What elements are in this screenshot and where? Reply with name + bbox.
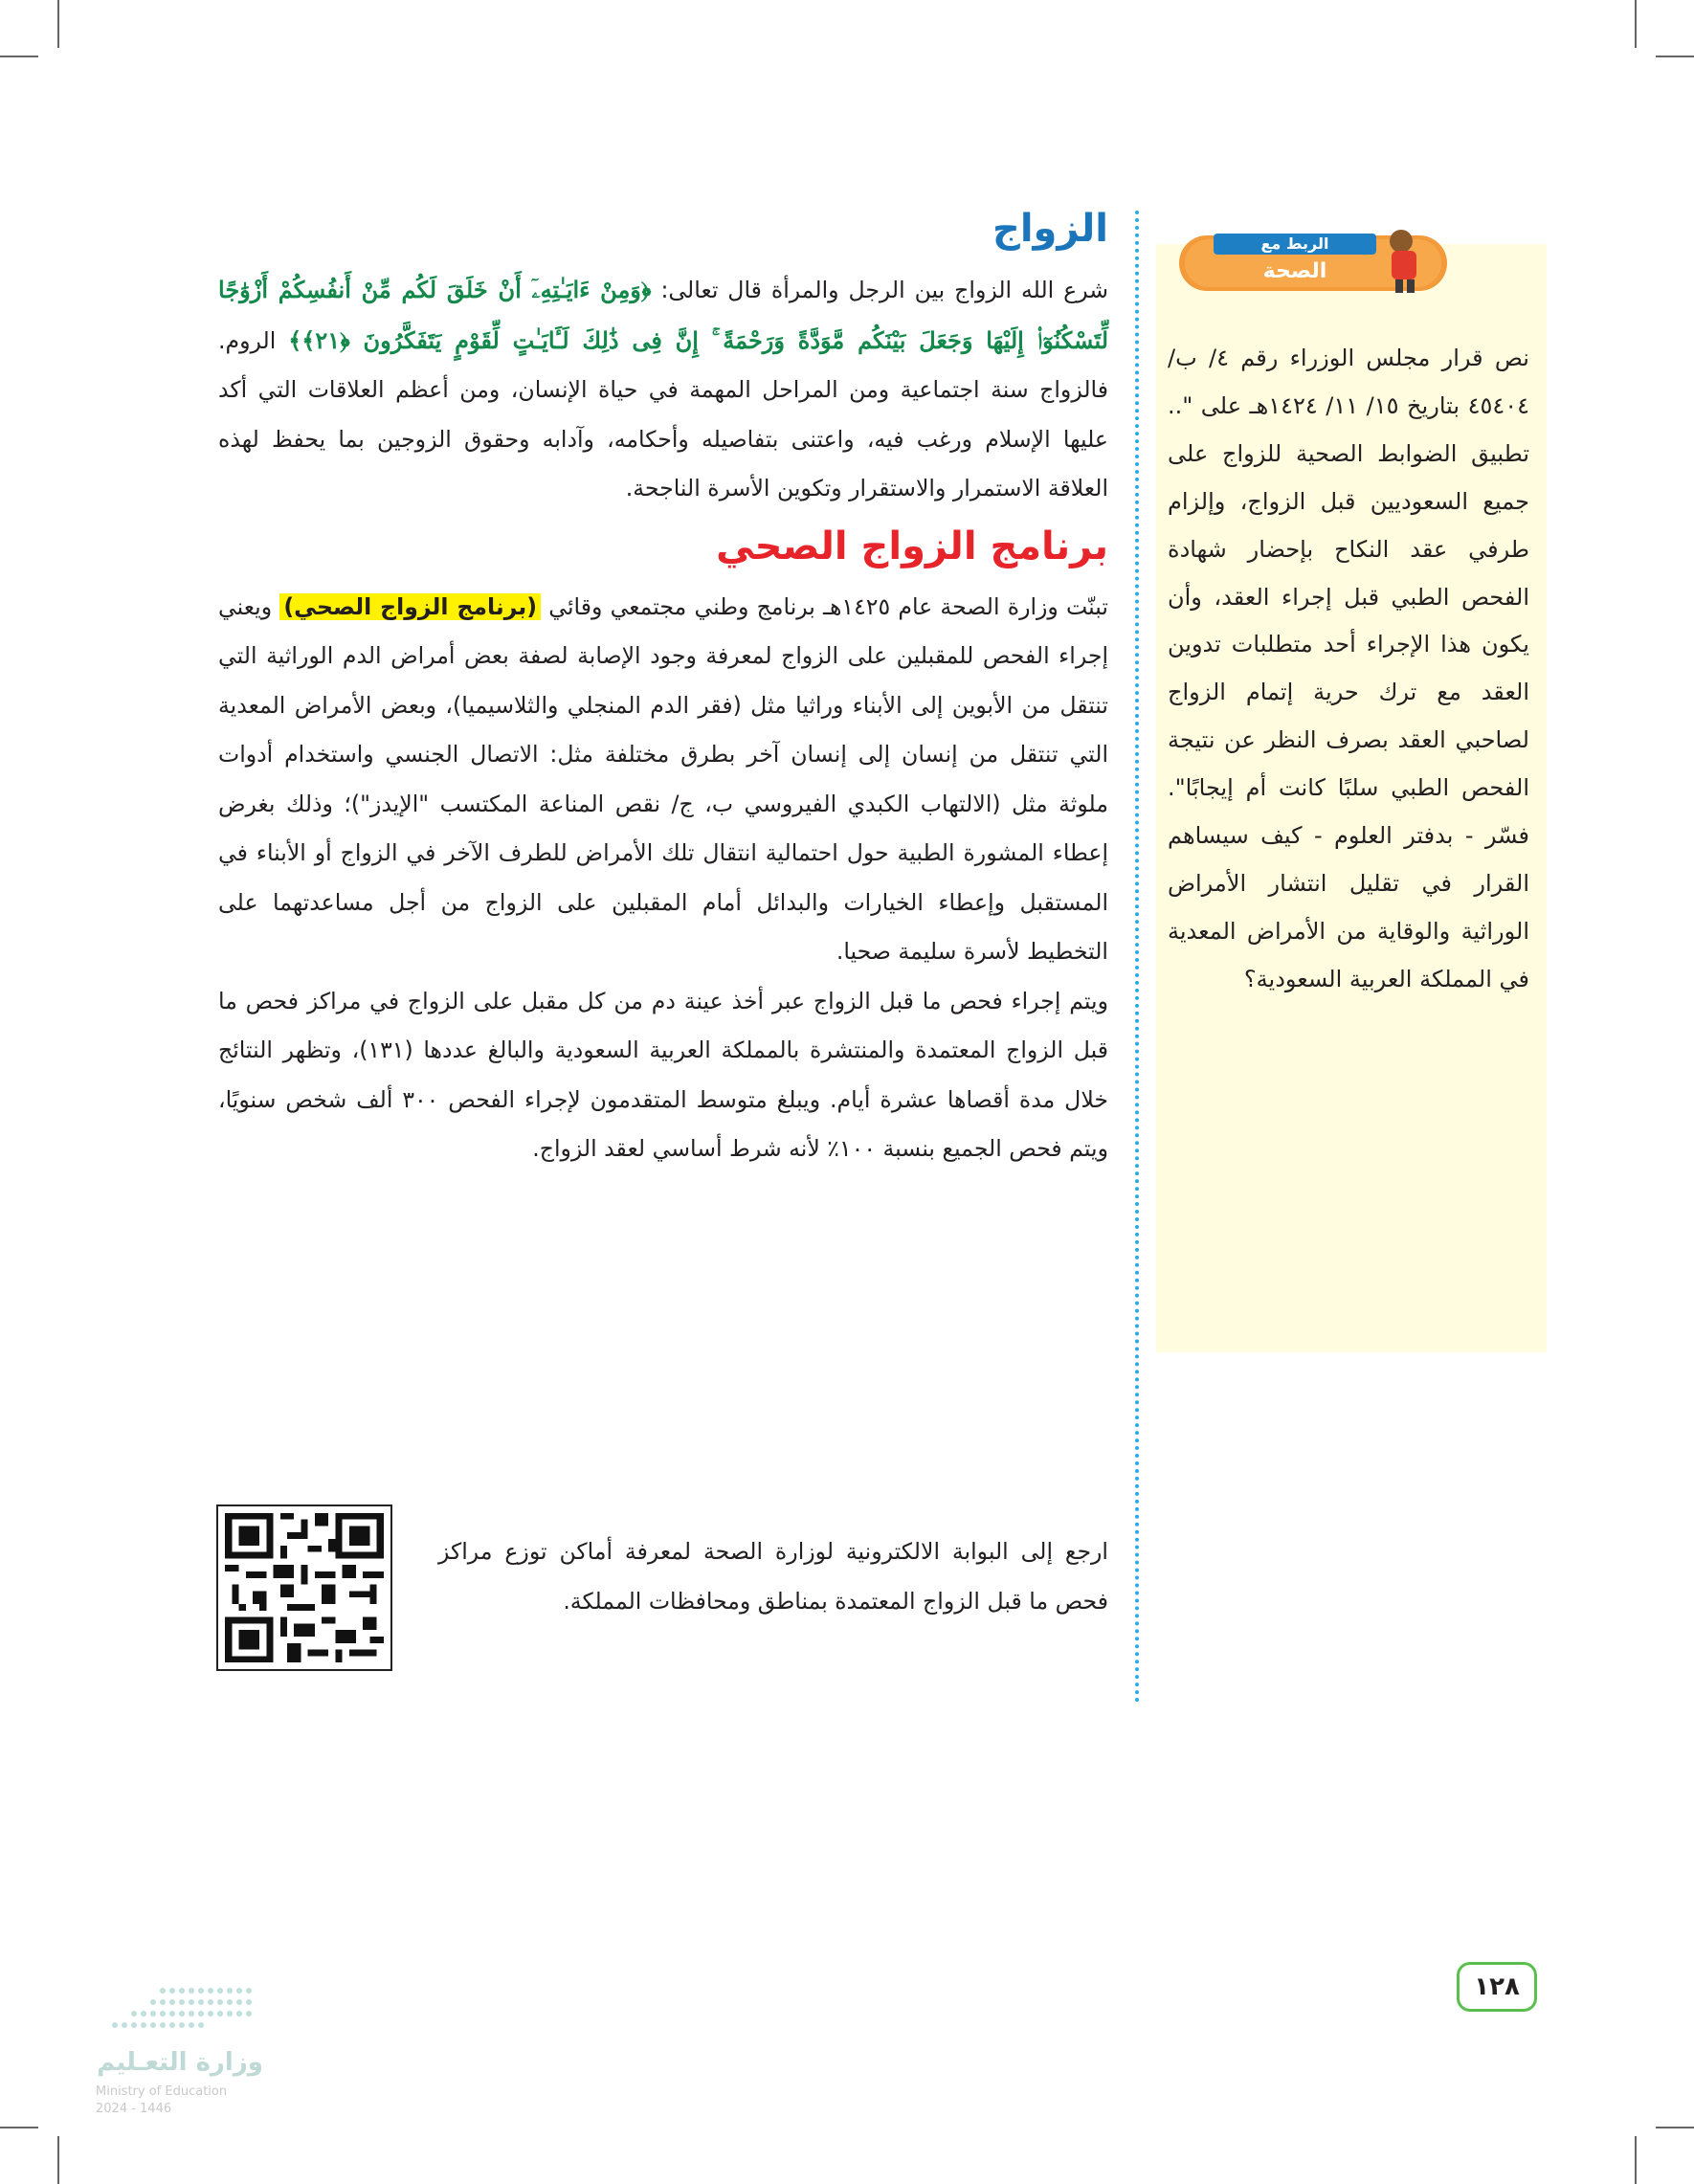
health-link-banner	[1175, 228, 1453, 297]
person-icon	[1390, 230, 1413, 253]
ministry-name-en: Ministry of Education	[96, 2084, 228, 2099]
logo-dots-icon	[96, 1983, 264, 2044]
paragraph-screening: ويتم إجراء فحص ما قبل الزواج عبر أخذ عينة دم من كل مقبل على الزواج في مراكز فحص ما قبل الزواج المعتمدة والمنتشرة بالمملكة العربية السعودية والبالغ عددها (١٣١)، وتظهر النتائج خلال مدة أقصاها عشرة أيام. ويبلغ متوسط المتقدمون لإجراء الفحص ٣٠٠ ألف شخص سنويًا، ويتم فحص الجميع بنسبة ١٠٠٪ لأنه شرط أساسي لعقد الزواج.	[218, 987, 1109, 1162]
main-column	[218, 206, 1108, 1174]
quran-verse: ﴿وَمِنْ ءَايَـٰتِهِۦٓ أَنْ خَلَقَ لَكُم مِّنْ أَنفُسِكُمْ أَزْوَٰجًا لِّتَسْكُنُوٓا۟ إِلَيْهَا وَجَعَلَ بَيْنَكُم مَّوَدَّةً وَرَحْمَةً ۚ إِنَّ فِى ذَٰلِكَ لَـَٔايَـٰتٍ لِّقَوْمٍ يَتَفَكَّرُونَ ﴿٢١﴾﴾	[218, 276, 1109, 354]
banner-label-bottom: الصحة	[1262, 259, 1327, 283]
program-details: ويعني إجراء الفحص للمقبلين على الزواج لمعرفة وجود الإصابة لصفة بعض أمراض الدم الوراثية التي تنتقل من الأبوين إلى الأبناء وراثيا مثل (فقر الدم المنجلي والثلاسيميا)، وبعض الأمراض المعدية التي تنتقل من إنسان إلى إنسان آخر بطرق مختلفة مثل: الاتصال الجنسي واستخدام أدوات ملوثة مثل (الالتهاب الكبدي الفيروسي ب، ج/ نقص المناعة المكتسب "الإيدز")؛ وذلك بغرض إعطاء المشورة الطبية حول احتمالية انتقال تلك الأمراض للطرف الآخر في الزواج أو الأبناء في المستقبل وإعطاء الخيارات والبدائل أمام المقبلين على الزواج من أجل مساعدتهما على التخطيط لأسرة سليمة صحيا.	[218, 592, 1108, 965]
paragraph-marriage	[218, 265, 1108, 514]
heading-marriage: الزواج	[992, 207, 1108, 251]
crop-mark	[57, 0, 59, 48]
sidebar-text: نص قرار مجلس الوزراء رقم ٤/ ب/ ٤٥٤٠٤ بتاريخ ١٥/ ١١/ ١٤٢٤هـ على ".. تطبيق الضوابط الصحية للزواج على جميع السعوديين قبل الزواج، وإلزام طرفي عقد النكاح بإحضار شهادة الفحص الطبي قبل إجراء العقد، وأن يكون هذا الإجراء أحد متطلبات تدوين العقد مع ترك حرية إتمام الزواج لصاحبي العقد بصرف النظر عن نتيجة الفحص الطبي سلبًا كانت أم إيجابًا". فسّر - بدفتر العلوم - كيف سيساهم القرار في تقليل انتشار الأمراض الوراثية والوقاية من الأمراض المعدية في المملكة العربية السعودية؟	[1168, 345, 1530, 992]
program-intro: تبنّت وزارة الصحة عام ١٤٢٥هـ برنامج وطني مجتمعي وقائي	[541, 592, 1108, 620]
paragraph-portal-reference	[438, 1527, 1108, 1626]
crop-mark	[0, 2127, 38, 2128]
ministry-name-ar: وزارة التعـليم	[97, 2048, 263, 2077]
crop-mark	[57, 2136, 59, 2184]
qr-code[interactable]	[216, 1504, 392, 1671]
ministry-logo	[96, 1983, 316, 2117]
crop-mark	[1635, 2136, 1637, 2184]
ministry-year: 2024 - 1446	[96, 2102, 172, 2116]
banner-label-top: الربط مع	[1260, 234, 1329, 253]
page-number: ١٢٨	[1457, 1962, 1537, 2012]
paragraph-intro: شرع الله الزواج بين الرجل والمرأة قال تعالى:	[651, 277, 1108, 303]
paragraph-rest: الروم. فالزواج سنة اجتماعية ومن المراحل المهمة في حياة الإنسان، ومن أعظم العلاقات التي أكد عليها الإسلام ورغب فيه، واعتنى بتفاصيله وأحكامه، وآدابه وحقوق الزوجين بما يحفظ لهذه العلاقة الاستمرار والاستقرار وتكوين الأسرة الناجحة.	[218, 326, 1108, 501]
crop-mark	[0, 56, 38, 57]
paragraph-portal: ارجع إلى البوابة الالكترونية لوزارة الصحة لمعرفة أماكن توزع مراكز فحص ما قبل الزواج المعتمدة بمناطق ومحافظات المملكة.	[438, 1538, 1108, 1615]
column-divider	[1135, 211, 1139, 1704]
crop-mark	[1656, 56, 1694, 57]
crop-mark	[1656, 2127, 1694, 2128]
paragraph-program	[218, 583, 1108, 977]
crop-mark	[1635, 0, 1637, 48]
heading-program: برنامج الزواج الصحي	[716, 524, 1108, 568]
program-name-highlight: (برنامج الزواج الصحي)	[279, 593, 541, 620]
